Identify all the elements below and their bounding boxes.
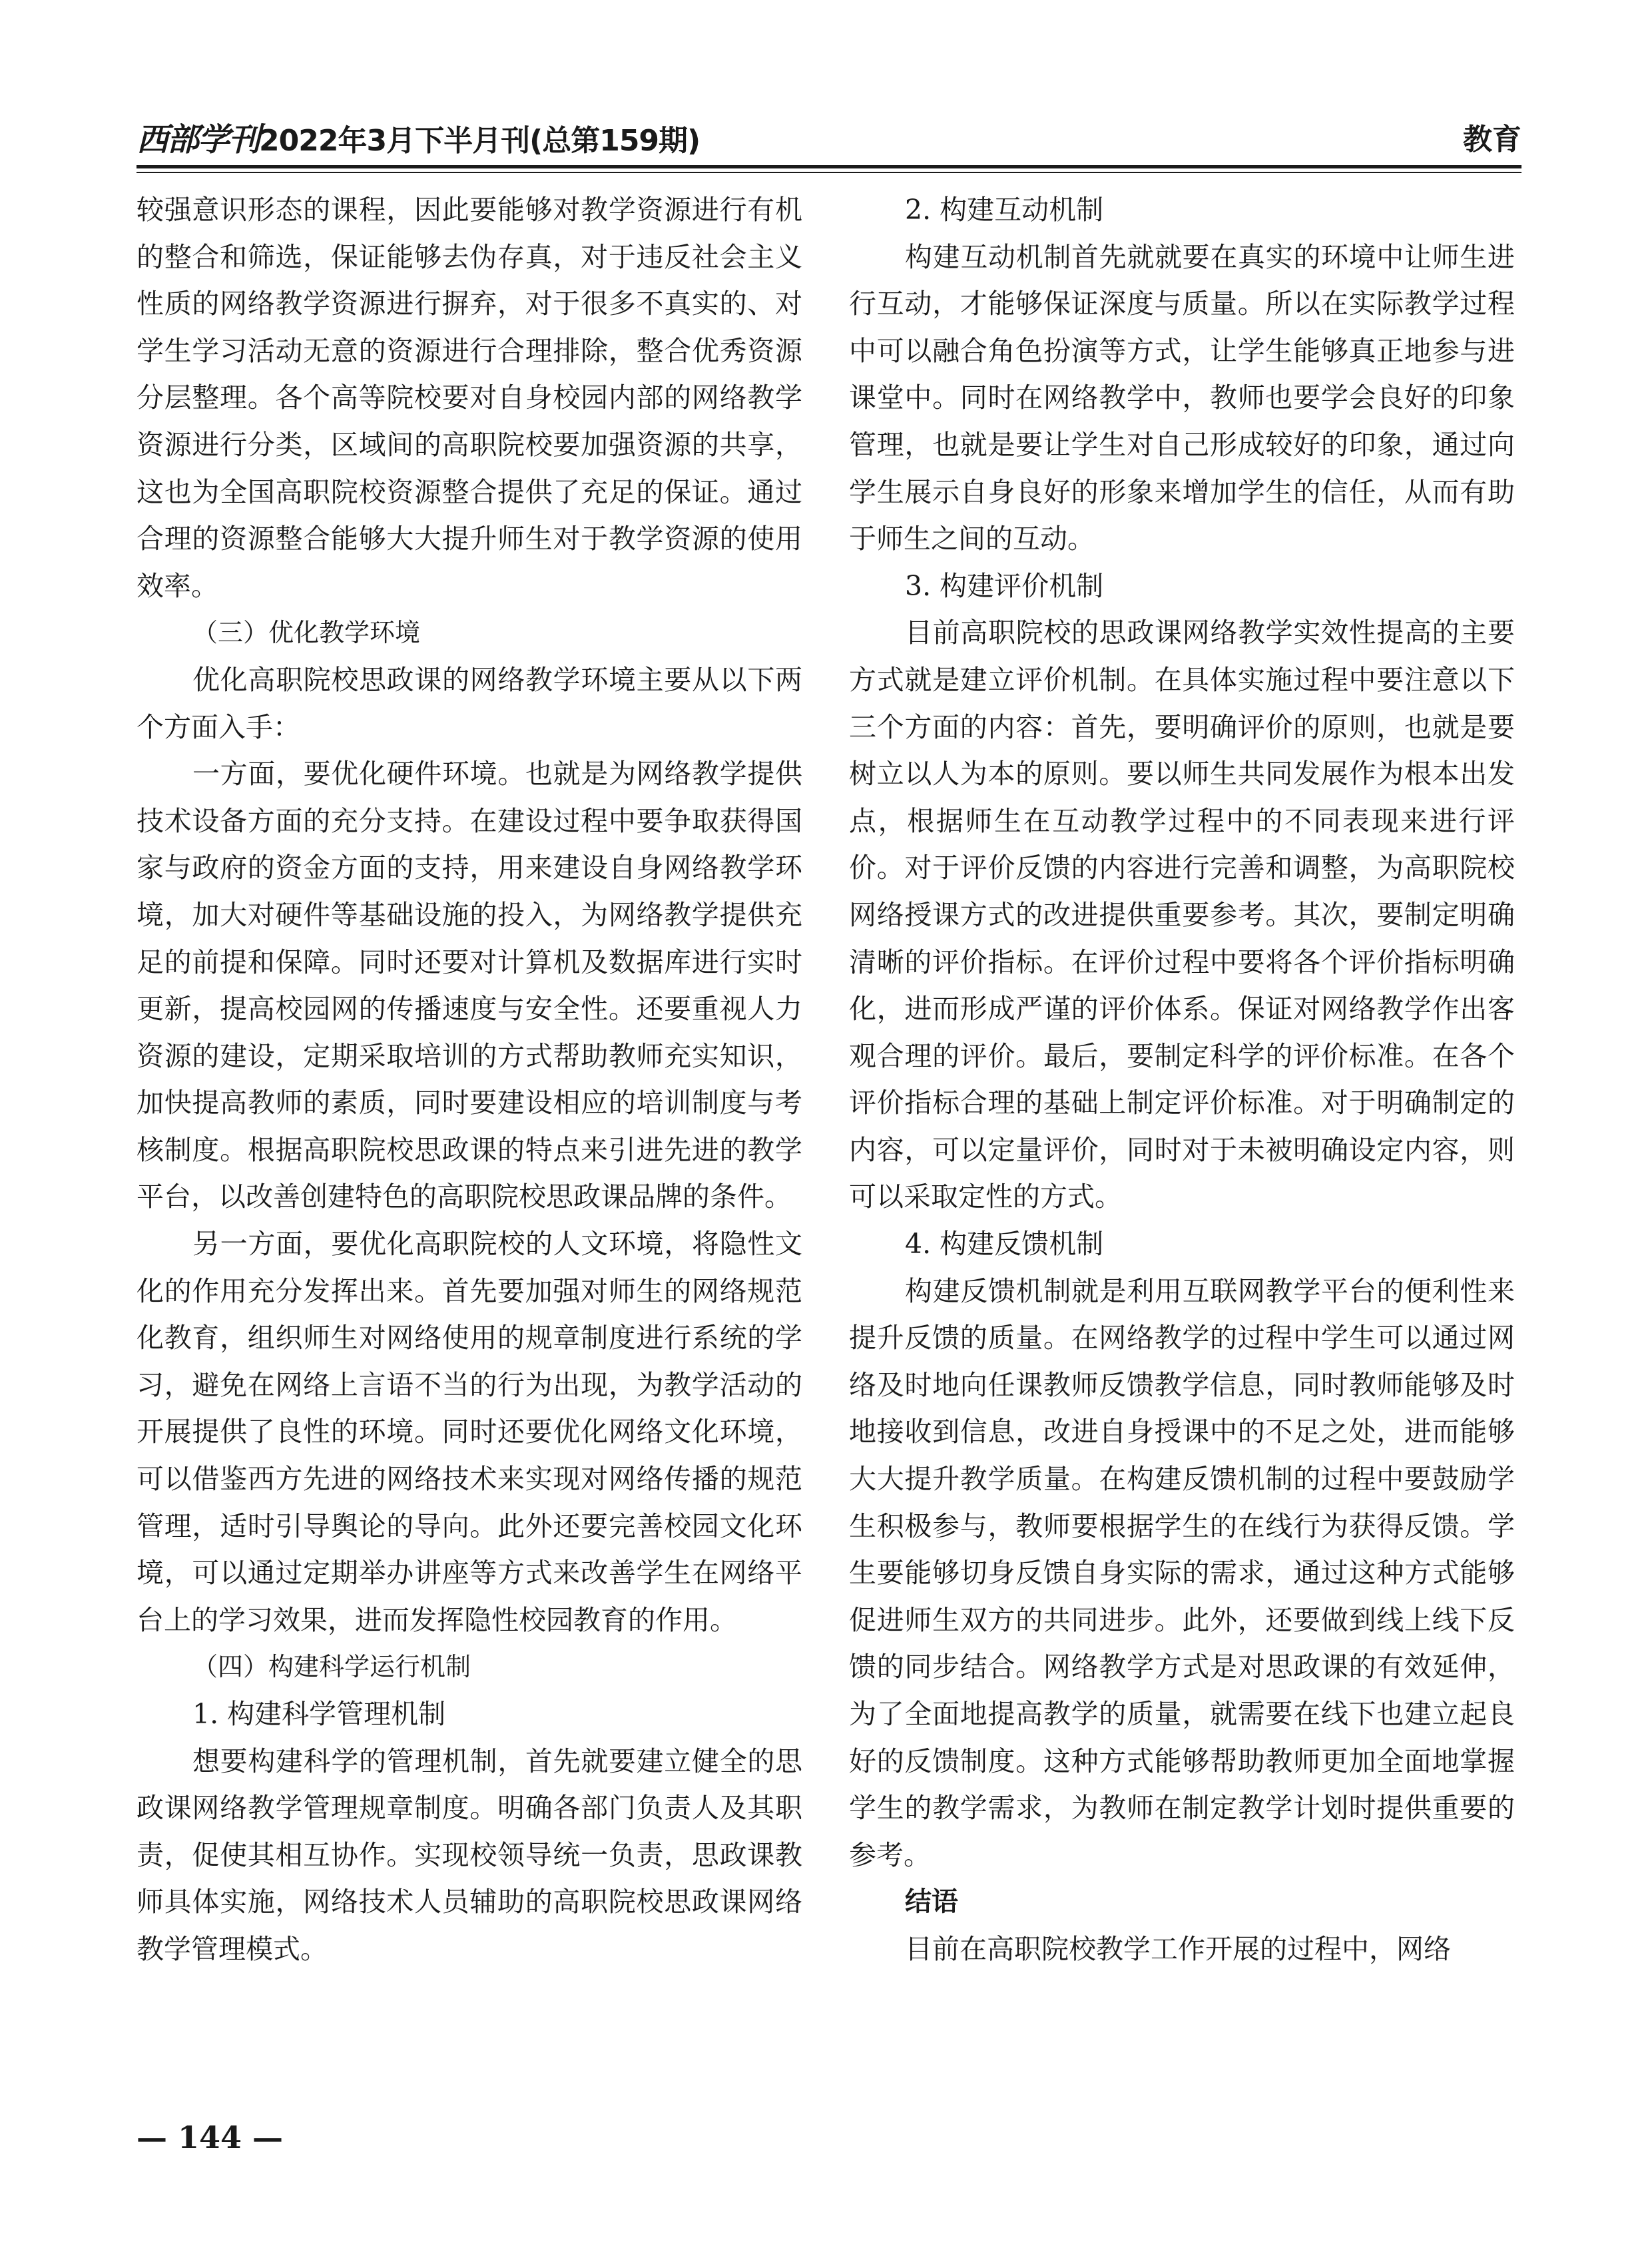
paragraph: 构建反馈机制就是利用互联网教学平台的便利性来提升反馈的质量。在网络教学的过程中学生可以通过网络及时地向任课教师反馈教学信息，同时教师能够及时地接收到信息，改进自身授课中的不足之处，进而能够大大提升教学质量。在构建反馈机制的过程中要鼓励学生积极参与，教师要根据学生的在线行为获得反馈。学生要能够切身反馈自身实际的需求，通过这种方式能够促进师生双方的共同进步。此外，还要做到线上线下反馈的同步结合。网络教学方式是对思政课的有效延伸，为了全面地提高教学的质量，就需要在线下也建立起良好的反馈制度。这种方式能够帮助教师更加全面地掌握学生的教学需求，为教师在制定教学计划时提供重要的参考。	[849, 1274, 1515, 1871]
paragraph: 想要构建科学的管理机制，首先就要建立健全的思政课网络教学管理规章制度。明确各部门负责人及其职责，促使其相互协作。实现校领导统一负责，思政课教师具体实施，网络技术人员辅助的高职院校思政课网络教学管理模式。	[137, 1745, 802, 1965]
header-rule-thin	[137, 172, 1521, 173]
paragraph: 4. 构建反馈机制	[905, 1228, 1104, 1261]
paragraph: 目前高职院校的思政课网络教学实效性提高的主要方式就是建立评价机制。在具体实施过程中要注意以下三个方面的内容：首先，要明确评价的原则，也就是要树立以人为本的原则。要以师生共同发展作为根本出发点，根据师生在互动教学过程中的不同表现来进行评价。对于评价反馈的内容进行完善和调整，为高职院校网络授课方式的改进提供重要参考。其次，要制定明确清晰的评价指标。在评价过程中要将各个评价指标明确化，进而形成严谨的评价体系。保证对网络教学作出客观合理的评价。最后，要制定科学的评价标准。在各个评价指标合理的基础上制定评价标准。对于明确制定的内容，可以定量评价，同时对于未被明确设定内容，则可以采取定性的方式。	[849, 617, 1515, 1213]
page-number: — 144 —	[137, 2119, 284, 2155]
paragraph: 目前在高职院校教学工作开展的过程中，网络	[905, 1932, 1451, 1965]
header-rule	[137, 165, 1521, 168]
conclusion-heading: 结语	[905, 1886, 958, 1918]
journal-masthead	[137, 120, 700, 161]
journal-logo: 西部学刊	[137, 121, 260, 158]
paragraph: 较强意识形态的课程，因此要能够对教学资源进行有机的整合和筛选，保证能够去伪存真，对于违反社会主义性质的网络教学资源进行摒弃，对于很多不真实的、对学生学习活动无意的资源进行合理排除，整合优秀资源分层整理。各个高等院校要对自身校园内部的网络教学资源进行分类，区域间的高职院校要加强资源的共享，这也为全国高职院校资源整合提供了充足的保证。通过合理的资源整合能够大大提升师生对于教学资源的使用效率。	[137, 194, 802, 602]
section-heading: （三）优化教学环境	[192, 618, 421, 648]
paragraph: 3. 构建评价机制	[905, 569, 1104, 602]
left-column	[137, 186, 802, 1973]
paragraph: 1. 构建科学管理机制	[192, 1698, 446, 1730]
right-column	[849, 186, 1515, 1973]
paragraph: 另一方面，要优化高职院校的人文环境，将隐性文化的作用充分发挥出来。首先要加强对师生的网络规范化教育，组织师生对网络使用的规章制度进行系统的学习，避免在网络上言语不当的行为出现，为教学活动的开展提供了良性的环境。同时还要优化网络文化环境，可以借鉴西方先进的网络技术来实现对网络传播的规范管理，适时引导舆论的导向。此外还要完善校园文化环境，可以通过定期举办讲座等方式来改善学生在网络平台上的学习效果，进而发挥隐性校园教育的作用。	[137, 1228, 802, 1636]
section-label: 教育	[1463, 123, 1521, 156]
paragraph: 构建互动机制首先就就要在真实的环境中让师生进行互动，才能够保证深度与质量。所以在实际教学过程中可以融合角色扮演等方式，让学生能够真正地参与进课堂中。同时在网络教学中，教师也要学会良好的印象管理，也就是要让学生对自己形成较好的印象，通过向学生展示自身良好的形象来增加学生的信任，从而有助于师生之间的互动。	[849, 240, 1515, 555]
page-header	[137, 112, 1521, 172]
paragraph: 一方面，要优化硬件环境。也就是为网络教学提供技术设备方面的充分支持。在建设过程中要争取获得国家与政府的资金方面的支持，用来建设自身网络教学环境，加大对硬件等基础设施的投入，为网络教学提供充足的前提和保障。同时还要对计算机及数据库进行实时更新，提高校园网的传播速度与安全性。还要重视人力资源的建设，定期采取培训的方式帮助教师充实知识，加快提高教师的素质，同时要建设相应的培训制度与考核制度。根据高职院校思政课的特点来引进先进的教学平台，以改善创建特色的高职院校思政课品牌的条件。	[137, 758, 802, 1213]
paragraph: 2. 构建互动机制	[905, 194, 1104, 226]
section-heading: （四）构建科学运行机制	[192, 1652, 471, 1682]
paragraph: 优化高职院校思政课的网络教学环境主要从以下两个方面入手：	[137, 663, 802, 743]
issue-info: 2022年3月下半月刊(总第159期)	[259, 124, 700, 158]
